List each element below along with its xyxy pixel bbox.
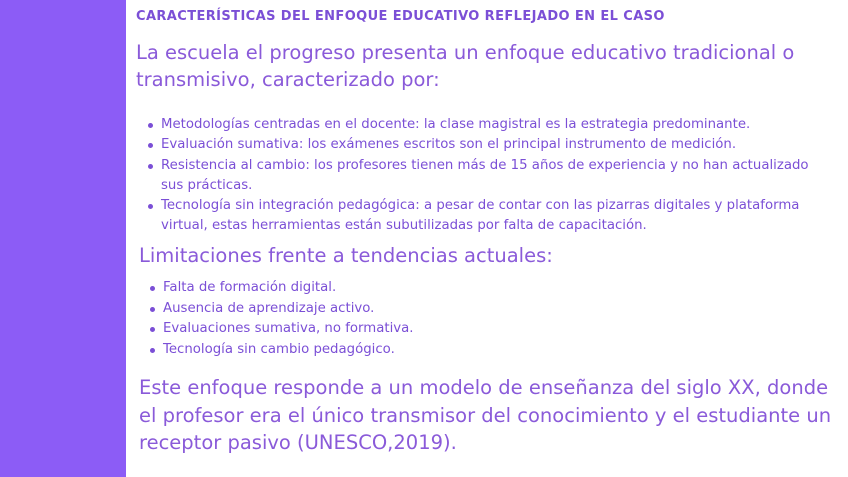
list-item: Falta de formación digital. (148, 278, 808, 299)
list-item: Resistencia al cambio: los profesores tienen más de 15 años de experiencia y no han actualizado sus prácticas. (146, 156, 826, 197)
intro-paragraph: La escuela el progreso presenta un enfoque educativo tradicional o transmisivo, caracterizado por: (136, 41, 795, 91)
conclusion-paragraph: Este enfoque responde a un modelo de enseñanza del siglo XX, donde el profesor era el único transmisor del conocimiento y el estudiante un receptor pasivo (UNESCO,2019). (139, 376, 832, 454)
left-accent-bar (0, 0, 126, 477)
list-item: Ausencia de aprendizaje activo. (148, 299, 808, 320)
characteristics-list (146, 115, 826, 237)
slide-heading: CARACTERÍSTICAS DEL ENFOQUE EDUCATIVO REFLEJADO EN EL CASO (136, 9, 665, 24)
list-item: Evaluaciones sumativa, no formativa. (148, 319, 808, 340)
list-item: Metodologías centradas en el docente: la clase magistral es la estrategia predominante. (146, 115, 826, 135)
list-item: Tecnología sin integración pedagógica: a pesar de contar con las pizarras digitales y plataforma virtual, estas herramientas están subutilizadas por falta de capacitación. (146, 196, 826, 237)
limitations-heading: Limitaciones frente a tendencias actuales: (139, 244, 553, 267)
limitations-list (148, 278, 808, 360)
list-item: Evaluación sumativa: los exámenes escritos son el principal instrumento de medición. (146, 135, 826, 155)
list-item: Tecnología sin cambio pedagógico. (148, 340, 808, 361)
